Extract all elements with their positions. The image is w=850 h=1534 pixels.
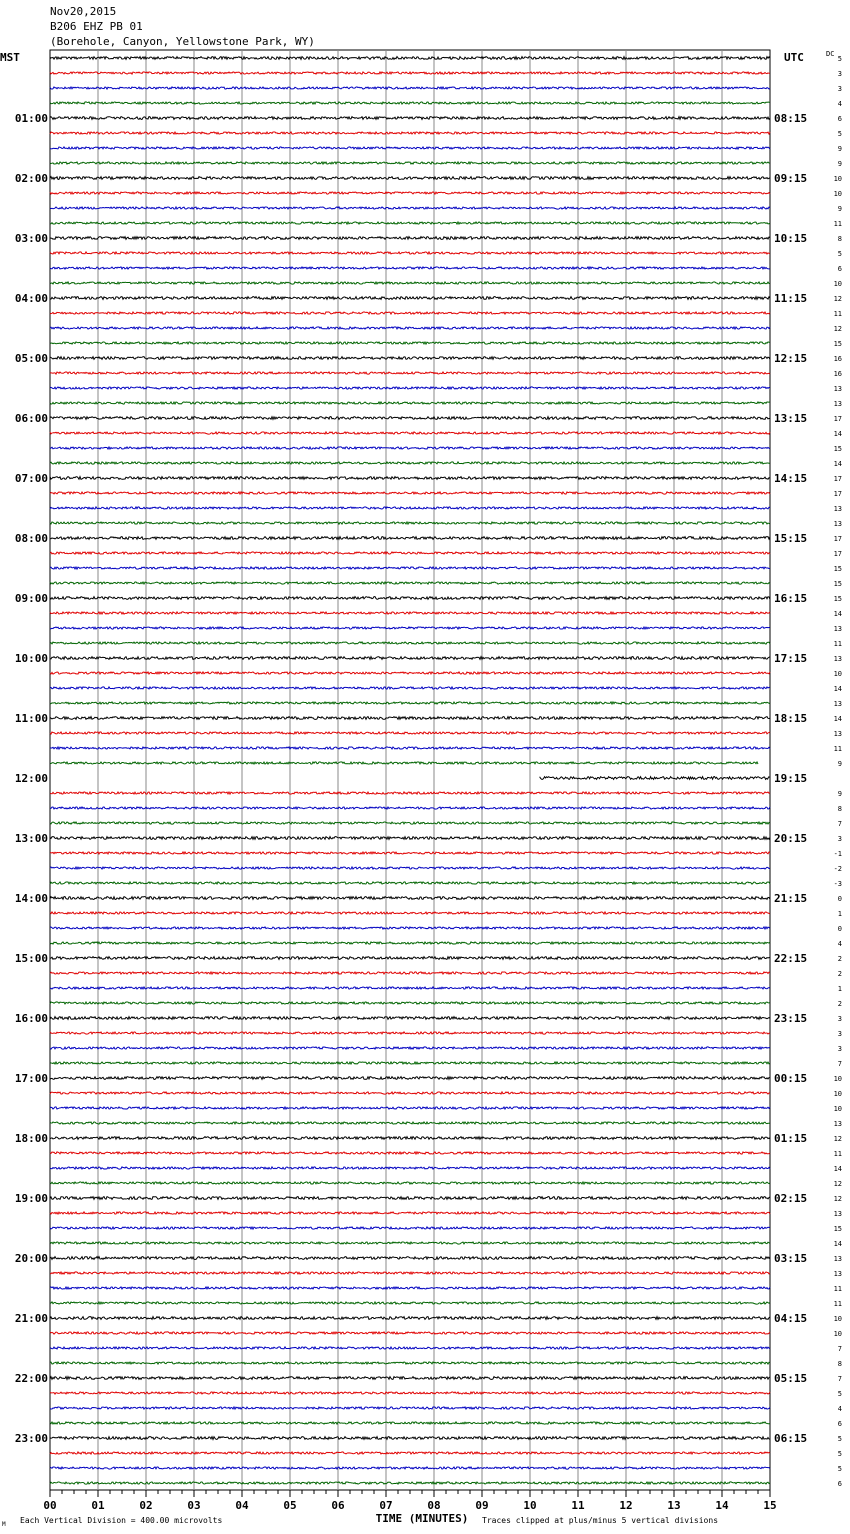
utc-hour-label: 05:15 [774,1372,808,1385]
x-tick-label: 01 [91,1499,105,1512]
utc-hour-label: 17:15 [774,652,808,665]
seismic-trace [50,267,770,269]
seismic-trace [50,522,770,524]
dc-offset-value: 6 [837,265,842,273]
dc-offset-value: 12 [833,325,842,333]
seismic-trace [50,1242,770,1244]
seismic-trace [50,852,770,854]
dc-offset-value: -1 [833,850,842,858]
dc-offset-value: 6 [837,1480,842,1488]
seismic-trace [50,1407,770,1409]
dc-offset-value: 13 [833,385,842,393]
dc-offset-value: 5 [837,55,842,63]
footer-clip-note: Traces clipped at plus/minus 5 vertical divisions [482,1516,719,1525]
dc-offset-value: 8 [837,1360,842,1368]
dc-offset-value: 15 [833,1225,842,1233]
mst-hour-label: 13:00 [14,832,48,845]
dc-offset-value: 5 [837,130,842,138]
dc-offset-value: 5 [837,1435,842,1443]
dc-offset-value: 10 [833,1090,842,1098]
mst-hour-label: 16:00 [14,1012,48,1025]
seismic-trace [50,912,770,914]
dc-offset-value: 0 [837,895,842,903]
utc-hour-label: 18:15 [774,712,808,725]
seismic-trace [50,1152,770,1154]
dc-offset-value: 10 [833,1330,842,1338]
seismic-trace [50,1437,770,1440]
dc-offset-value: 6 [837,115,842,123]
seismic-trace [50,57,770,60]
seismic-trace [50,1302,770,1304]
seismic-trace [50,552,770,554]
seismic-trace [50,417,770,420]
mst-hour-label: 05:00 [14,352,48,365]
dc-offset-value: 7 [837,1345,842,1353]
seismic-trace [50,927,770,929]
seismic-trace [50,867,770,869]
seismic-trace [50,747,770,749]
utc-hour-label: 10:15 [774,232,808,245]
dc-offset-value: 3 [837,1030,842,1038]
seismic-trace [50,1107,770,1109]
seismic-trace [50,312,770,314]
dc-offset-value: 15 [833,565,842,573]
dc-offset-value: 13 [833,700,842,708]
seismic-trace [50,702,770,704]
dc-offset-value: 3 [837,835,842,843]
seismic-trace [50,462,770,464]
seismic-trace [50,1482,770,1484]
utc-hour-label: 09:15 [774,172,808,185]
dc-offset-value: 3 [837,1045,842,1053]
mst-hour-label: 09:00 [14,592,48,605]
mst-hour-label: 21:00 [14,1312,48,1325]
utc-hour-label: 21:15 [774,892,808,905]
mst-hour-label: 04:00 [14,292,48,305]
dc-offset-value: 2 [837,970,842,978]
seismic-trace [50,477,770,480]
seismic-trace [50,252,770,254]
x-axis-title: TIME (MINUTES) [375,1512,469,1525]
seismic-trace [50,1197,770,1200]
seismic-trace [50,732,770,734]
seismic-trace [50,1002,770,1004]
seismic-trace [50,717,770,720]
footer-scale-note: Each Vertical Division = 400.00 microvolts [20,1516,223,1525]
x-tick-label: 10 [523,1499,537,1512]
seismic-trace [50,582,770,584]
utc-hour-label: 23:15 [774,1012,808,1025]
x-tick-label: 14 [715,1499,729,1512]
seismic-trace [50,1362,770,1364]
dc-offset-value: 11 [833,640,842,648]
seismic-trace [50,1017,770,1020]
dc-offset-value: 13 [833,730,842,738]
dc-offset-value: 5 [837,1390,842,1398]
dc-offset-value: 14 [833,1165,842,1173]
dc-offset-value: 13 [833,1255,842,1263]
dc-offset-value: 3 [837,85,842,93]
dc-offset-value: 13 [833,625,842,633]
mst-hour-label: 23:00 [14,1432,48,1445]
seismic-trace [50,447,770,449]
utc-hour-label: 22:15 [774,952,808,965]
x-tick-label: 08 [427,1499,441,1512]
dc-offset-value: 14 [833,610,842,618]
seismic-trace [50,237,770,240]
utc-hour-label: 14:15 [774,472,808,485]
utc-zone-label: UTC [784,51,804,64]
corner-mark: M [2,1521,6,1528]
dc-offset-value: 13 [833,505,842,513]
seismic-trace [50,837,770,840]
x-tick-label: 07 [379,1499,393,1512]
seismic-trace [50,1317,770,1320]
seismic-trace [50,612,770,614]
seismic-trace [50,627,770,629]
seismic-trace [50,1077,770,1080]
seismic-trace [50,342,770,344]
seismic-trace [50,1092,770,1094]
dc-offset-value: 8 [837,805,842,813]
seismic-trace [50,1272,770,1274]
seismic-trace [50,192,770,194]
dc-offset-value: 10 [833,1105,842,1113]
seismic-trace [50,297,770,300]
mst-hour-label: 02:00 [14,172,48,185]
seismic-trace [50,357,770,360]
dc-offset-value: 7 [837,1060,842,1068]
dc-offset-value: 5 [837,1465,842,1473]
mst-hour-label: 19:00 [14,1192,48,1205]
seismic-trace [50,1257,770,1260]
seismic-trace [50,132,770,134]
dc-offset-value: 2 [837,955,842,963]
seismic-trace [50,387,770,389]
dc-offset-value: 6 [837,1420,842,1428]
dc-offset-value: 9 [837,760,842,768]
mst-hour-label: 14:00 [14,892,48,905]
dc-offset-value: 8 [837,235,842,243]
utc-hour-label: 19:15 [774,772,808,785]
seismic-trace [50,102,770,104]
mst-hour-label: 17:00 [14,1072,48,1085]
dc-offset-value: 17 [833,490,842,498]
dc-offset-value: 11 [833,1150,842,1158]
seismic-trace [50,1122,770,1124]
dc-offset-value: 4 [837,100,842,108]
seismic-trace [50,1332,770,1334]
seismic-trace [50,1452,770,1454]
seismic-trace [50,1062,770,1064]
seismic-trace [50,942,770,944]
seismic-trace [50,537,770,540]
dc-offset-value: -2 [833,865,842,873]
utc-hour-label: 11:15 [774,292,808,305]
dc-offset-value: 3 [837,1015,842,1023]
dc-offset-value: 11 [833,1285,842,1293]
seismic-trace [50,402,770,404]
recording-date: Nov20,2015 [50,5,117,18]
dc-offset-value: 16 [833,355,842,363]
seismic-trace [50,1377,770,1380]
mst-hour-label: 10:00 [14,652,48,665]
dc-offset-value: 7 [837,820,842,828]
dc-offset-value: 0 [837,925,842,933]
dc-offset-value: -3 [833,880,842,888]
dc-offset-value: 13 [833,1120,842,1128]
seismic-trace [50,207,770,209]
dc-offset-value: 10 [833,1075,842,1083]
dc-offset-value: 14 [833,460,842,468]
dc-offset-value: 16 [833,370,842,378]
dc-offset-value: 1 [837,910,842,918]
mst-hour-label: 08:00 [14,532,48,545]
dc-offset-value: 13 [833,520,842,528]
dc-offset-value: 10 [833,190,842,198]
dc-offset-value: 7 [837,1375,842,1383]
dc-offset-value: 15 [833,580,842,588]
dc-offset-value: 9 [837,790,842,798]
seismic-trace [50,657,770,660]
dc-offset-value: 13 [833,655,842,663]
station-location: (Borehole, Canyon, Yellowstone Park, WY) [50,35,315,48]
seismic-trace [50,432,770,434]
dc-offset-value: 11 [833,220,842,228]
seismic-trace [50,1347,770,1349]
dc-offset-value: 13 [833,1210,842,1218]
seismic-trace [50,672,770,674]
dc-offset-value: 14 [833,685,842,693]
dc-offset-value: 17 [833,475,842,483]
x-tick-label: 15 [763,1499,777,1512]
dc-offset-value: 10 [833,175,842,183]
seismic-trace [50,1032,770,1034]
dc-offset-value: 14 [833,715,842,723]
dc-offset-value: 4 [837,940,842,948]
mst-hour-label: 01:00 [14,112,48,125]
dc-offset-value: 14 [833,1240,842,1248]
dc-offset-value: 5 [837,250,842,258]
utc-hour-label: 08:15 [774,112,808,125]
utc-hour-label: 13:15 [774,412,808,425]
seismic-trace [50,372,770,374]
dc-offset-value: 10 [833,1315,842,1323]
x-tick-label: 02 [139,1499,153,1512]
dc-offset-value: 12 [833,1195,842,1203]
seismic-trace [50,222,770,224]
seismic-trace [50,177,770,180]
x-tick-label: 11 [571,1499,585,1512]
dc-offset-value: 11 [833,745,842,753]
seismic-trace [50,1467,770,1469]
seismic-trace [50,147,770,149]
seismic-trace [50,117,770,120]
seismic-trace [50,642,770,644]
dc-offset-value: 17 [833,535,842,543]
utc-hour-label: 20:15 [774,832,808,845]
seismic-trace [50,1392,770,1394]
seismic-trace [50,87,770,89]
mst-hour-label: 18:00 [14,1132,48,1145]
dc-offset-value: 11 [833,310,842,318]
seismic-trace [50,72,770,74]
seismic-trace [50,1227,770,1229]
dc-offset-value: 5 [837,1450,842,1458]
dc-offset-value: 10 [833,670,842,678]
utc-hour-label: 02:15 [774,1192,808,1205]
seismic-trace [50,507,770,509]
seismic-trace [50,957,770,960]
seismic-trace [50,1167,770,1169]
x-tick-label: 09 [475,1499,489,1512]
utc-hour-label: 06:15 [774,1432,808,1445]
dc-offset-value: 12 [833,1135,842,1143]
mst-hour-label: 12:00 [14,772,48,785]
seismic-trace [50,327,770,329]
dc-offset-value: 14 [833,430,842,438]
utc-hour-label: 00:15 [774,1072,808,1085]
seismic-trace [50,822,770,824]
utc-hour-label: 01:15 [774,1132,808,1145]
seismic-trace [50,492,770,494]
station-code: B206 EHZ PB 01 [50,20,143,33]
dc-offset-value: 2 [837,1000,842,1008]
dc-offset-value: 17 [833,550,842,558]
x-tick-label: 05 [283,1499,297,1512]
utc-hour-label: 04:15 [774,1312,808,1325]
dc-offset-value: 17 [833,415,842,423]
x-tick-label: 00 [43,1499,57,1512]
seismic-trace [50,162,770,164]
x-tick-label: 03 [187,1499,201,1512]
seismic-trace [50,792,770,794]
seismic-trace [50,987,770,989]
x-tick-label: 04 [235,1499,249,1512]
dc-offset-value: 3 [837,70,842,78]
mst-hour-label: 06:00 [14,412,48,425]
dc-offset-value: 15 [833,340,842,348]
dc-offset-value: 1 [837,985,842,993]
seismic-trace [50,1212,770,1214]
x-tick-label: 13 [667,1499,681,1512]
dc-offset-value: 11 [833,1300,842,1308]
seismic-trace [50,762,758,764]
mst-hour-label: 03:00 [14,232,48,245]
seismic-trace [50,1422,770,1424]
mst-hour-label: 20:00 [14,1252,48,1265]
seismic-trace [50,882,770,884]
dc-offset-value: 15 [833,595,842,603]
dc-offset-value: 10 [833,280,842,288]
seismic-trace [50,687,770,689]
seismic-trace [50,1287,770,1289]
seismic-trace [50,1047,770,1049]
dc-header-label: DC [826,50,835,58]
mst-zone-label: MST [0,51,20,64]
seismic-trace [50,1137,770,1140]
seismic-trace [50,897,770,900]
mst-hour-label: 11:00 [14,712,48,725]
seismic-trace [540,777,770,780]
seismic-trace [50,972,770,974]
seismic-trace [50,567,770,569]
mst-hour-label: 07:00 [14,472,48,485]
dc-offset-value: 4 [837,1405,842,1413]
utc-hour-label: 12:15 [774,352,808,365]
dc-offset-value: 9 [837,205,842,213]
dc-offset-value: 15 [833,445,842,453]
utc-hour-label: 16:15 [774,592,808,605]
x-tick-label: 06 [331,1499,345,1512]
dc-offset-value: 9 [837,145,842,153]
utc-hour-label: 15:15 [774,532,808,545]
x-tick-label: 12 [619,1499,633,1512]
dc-offset-value: 9 [837,160,842,168]
seismic-trace [50,1182,770,1184]
seismic-trace [50,807,770,809]
dc-offset-value: 13 [833,1270,842,1278]
seismic-trace [50,597,770,600]
seismic-trace [50,282,770,284]
dc-offset-value: 13 [833,400,842,408]
dc-offset-value: 12 [833,1180,842,1188]
mst-hour-label: 22:00 [14,1372,48,1385]
dc-offset-value: 12 [833,295,842,303]
utc-hour-label: 03:15 [774,1252,808,1265]
mst-hour-label: 15:00 [14,952,48,965]
